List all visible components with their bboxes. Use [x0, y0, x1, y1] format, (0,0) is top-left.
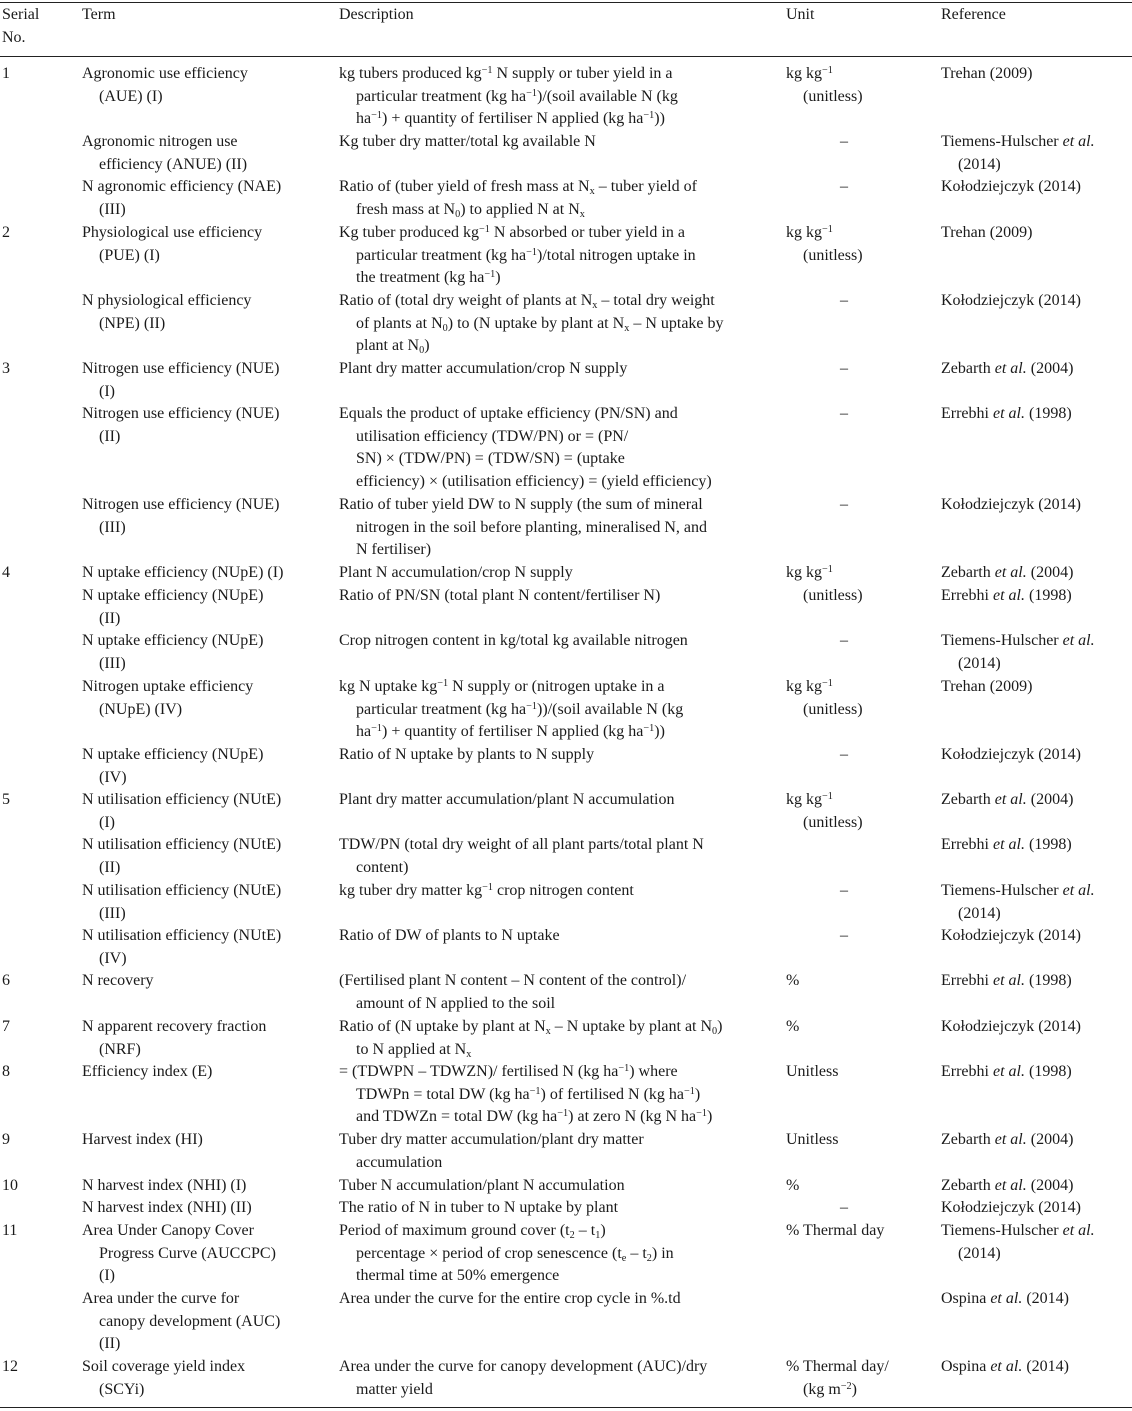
description-cell-line: of plants at $N_0$) to (N uptake by plant at $N_x$ – N uptake by — [356, 314, 724, 334]
unit-cell-line: kg $kg^{-1}$ — [786, 563, 833, 581]
description-cell-line: Plant dry matter accumulation/crop N supply — [339, 360, 628, 377]
serial-number: 5 — [2, 791, 10, 808]
description-cell-line: fresh mass at $N_0$) to applied N at $N_x$ — [356, 200, 585, 220]
reference-cell — [941, 834, 1131, 857]
term-cell-line: N utilisation efficiency (NUtE) — [82, 882, 282, 899]
description-cell-line: to N applied at $N_x$ — [356, 1040, 472, 1060]
description-cell — [339, 494, 759, 562]
header-serial — [2, 4, 72, 49]
description-cell — [339, 834, 759, 879]
description-cell-line: Tuber dry matter accumulation/plant dry matter — [339, 1131, 644, 1148]
unit-cell-line: % — [786, 1018, 800, 1035]
reference-cell — [941, 358, 1131, 381]
description-cell — [339, 630, 759, 653]
unit-cell-line: – — [840, 746, 848, 763]
term-cell — [82, 1061, 314, 1084]
serial-number: 7 — [2, 1018, 10, 1035]
description-cell — [339, 1016, 759, 1061]
reference-cell-line: (2014) — [958, 654, 1001, 672]
reference-cell — [941, 1175, 1131, 1198]
reference-cell — [941, 222, 1131, 245]
unit-cell — [786, 1197, 902, 1220]
header-serial-line: Serial — [2, 6, 40, 23]
reference-cell — [941, 403, 1131, 426]
header-description: Description — [339, 6, 414, 23]
reference-cell-line: Zebarth et al. (2004) — [941, 564, 1074, 581]
serial-number: 10 — [2, 1177, 18, 1194]
reference-cell — [941, 63, 1131, 86]
description-cell-line: efficiency) × (utilisation efficiency) = (yield efficiency) — [356, 473, 712, 491]
reference-cell — [941, 630, 1131, 675]
term-cell-line: (II) — [99, 427, 121, 445]
term-cell-line: Area Under Canopy Cover — [82, 1222, 254, 1239]
term-cell-line: (III) — [99, 518, 126, 536]
description-cell-line: matter yield — [356, 1380, 433, 1398]
description-cell-line: SN) × (TDW/PN) = (TDW/SN) = (uptake — [356, 450, 625, 468]
unit-cell — [786, 925, 902, 948]
description-cell-line: $ha^{-1}$) + quantity of fertiliser N applied (kg $ha^{-1}$)) — [356, 110, 665, 128]
reference-cell-line: Kołodziejczyk (2014) — [941, 927, 1081, 944]
description-cell-line: utilisation efficiency (TDW/PN) or = (PN/ — [356, 427, 629, 445]
description-cell-line: Ratio of tuber yield DW to N supply (the sum of mineral — [339, 496, 703, 513]
term-cell — [82, 494, 314, 539]
unit-cell — [786, 222, 918, 267]
term-cell-line: (IV) — [99, 949, 127, 967]
description-cell — [339, 358, 759, 381]
term-cell — [82, 880, 314, 925]
term-cell — [82, 925, 314, 970]
description-cell-line: = (TDWPN – TDWZN)/ fertilised N (kg $ha^{-1}$) where — [339, 1062, 678, 1080]
reference-cell-line: Errebhi et al. (1998) — [941, 1063, 1072, 1080]
description-cell — [339, 880, 759, 903]
unit-cell-line: (unitless) — [803, 87, 863, 105]
description-cell — [339, 222, 759, 290]
reference-cell — [941, 1288, 1131, 1311]
description-cell-line: Ratio of PN/SN (total plant N content/fertiliser N) — [339, 587, 661, 604]
term-cell — [82, 676, 314, 721]
reference-cell-line: Ospina et al. (2014) — [941, 1290, 1069, 1307]
term-cell — [82, 1288, 314, 1356]
reference-cell-line: Errebhi et al. (1998) — [941, 836, 1072, 853]
unit-cell — [786, 789, 918, 834]
reference-cell — [941, 1356, 1131, 1379]
description-cell-line: the treatment (kg $ha^{-1}$) — [356, 269, 501, 287]
reference-cell — [941, 970, 1131, 993]
unit-cell-line: – — [840, 133, 848, 150]
term-cell-line: (III) — [99, 904, 126, 922]
term-cell — [82, 585, 314, 630]
description-cell-line: particular treatment (kg $ha^{-1})/(soil$ available N (kg — [356, 87, 678, 105]
unit-cell — [786, 1220, 918, 1243]
reference-cell — [941, 789, 1131, 812]
unit-cell — [786, 970, 918, 993]
description-cell-line: Plant dry matter accumulation/plant N accumulation — [339, 791, 675, 808]
serial-number: 4 — [2, 564, 10, 581]
term-cell — [82, 1356, 314, 1401]
term-cell-line: N harvest index (NHI) (I) — [82, 1177, 247, 1194]
term-cell-line: (IV) — [99, 768, 127, 786]
reference-cell-line: Trehan (2009) — [941, 224, 1033, 241]
description-cell-line: kg N uptake $kg^{-1}$ N supply or (nitrogen uptake in a — [339, 677, 665, 695]
term-cell-line: (II) — [99, 1335, 121, 1353]
unit-cell-line: – — [840, 292, 848, 309]
term-cell-line: canopy development (AUC) — [99, 1312, 281, 1330]
description-cell-line: nitrogen in the soil before planting, mineralised N, and — [356, 518, 708, 536]
description-cell — [339, 562, 759, 585]
reference-cell — [941, 176, 1131, 199]
term-cell — [82, 1175, 314, 1198]
term-cell-line: Nitrogen uptake efficiency — [82, 678, 254, 695]
term-cell-line: N agronomic efficiency (NAE) — [82, 178, 282, 195]
description-cell — [339, 1061, 759, 1129]
reference-cell-line: Ospina et al. (2014) — [941, 1358, 1069, 1375]
term-cell-line: (I) — [99, 1267, 115, 1285]
term-cell-line: (AUE) (I) — [99, 87, 163, 105]
unit-cell-line: – — [840, 360, 848, 377]
reference-cell — [941, 1016, 1131, 1039]
unit-cell-line: kg $kg^{-1}$ — [786, 64, 833, 82]
reference-cell — [941, 676, 1131, 699]
term-cell-line: efficiency (ANUE) (II) — [99, 155, 248, 173]
description-cell-line: Ratio of (N uptake by plant at $N_x$ – N uptake by plant at $N_0$) — [339, 1018, 723, 1038]
unit-cell — [786, 63, 918, 108]
reference-cell-line: Errebhi et al. (1998) — [941, 587, 1072, 604]
unit-cell-line: kg $kg^{-1}$ — [786, 677, 833, 695]
unit-cell-line: (unitless) — [803, 246, 863, 264]
description-cell-line: percentage × period of crop senescence $(t_e - t_2)$ in — [356, 1244, 674, 1264]
description-cell — [339, 403, 759, 494]
unit-cell — [786, 676, 918, 721]
term-cell — [82, 630, 314, 675]
description-cell-line: thermal time at 50% emergence — [356, 1267, 560, 1285]
description-cell — [339, 744, 759, 767]
description-cell — [339, 1356, 759, 1401]
description-cell — [339, 1197, 759, 1220]
unit-cell-line: Unitless — [786, 1131, 839, 1148]
reference-cell — [941, 744, 1131, 767]
unit-cell-line: – — [840, 1199, 848, 1216]
term-cell — [82, 1220, 314, 1288]
description-cell-line: Area under the curve for canopy development (AUC)/dry — [339, 1358, 708, 1375]
header-term: Term — [82, 6, 116, 23]
description-cell-line: Kg tuber dry matter/total kg available N — [339, 133, 596, 150]
unit-cell — [786, 1129, 918, 1152]
unit-cell-line: % — [786, 1177, 800, 1194]
term-cell-line: Harvest index (HI) — [82, 1131, 203, 1148]
description-cell-line: particular treatment (kg $ha^{-1}))/(soil$ available N (kg — [356, 700, 684, 718]
reference-cell-line: Kołodziejczyk (2014) — [941, 496, 1081, 513]
term-cell-line: N physiological efficiency — [82, 292, 252, 309]
term-cell-line: N utilisation efficiency (NUtE) — [82, 927, 282, 944]
term-cell — [82, 358, 314, 403]
reference-cell — [941, 925, 1131, 948]
term-cell — [82, 834, 314, 879]
term-cell-line: N apparent recovery fraction — [82, 1018, 267, 1035]
term-cell — [82, 970, 314, 993]
term-cell — [82, 744, 314, 789]
unit-cell — [786, 1356, 918, 1401]
unit-cell — [786, 290, 902, 313]
reference-cell-line: (2014) — [958, 155, 1001, 173]
header-unit: Unit — [786, 6, 815, 23]
unit-cell-line: (unitless) — [803, 813, 863, 831]
term-cell-line: N harvest index (NHI) (II) — [82, 1199, 252, 1216]
serial-number: 11 — [2, 1222, 18, 1239]
term-cell — [82, 403, 314, 448]
serial-number: 9 — [2, 1131, 10, 1148]
reference-cell-line: Kołodziejczyk (2014) — [941, 746, 1081, 763]
reference-cell-line: Tiemens-Hulscher et al. — [941, 632, 1095, 649]
term-cell — [82, 131, 314, 176]
description-cell-line: plant at $N_0$) — [356, 337, 430, 357]
description-cell — [339, 925, 759, 948]
reference-cell-line: Tiemens-Hulscher et al. — [941, 133, 1095, 150]
description-cell-line: content) — [356, 858, 409, 876]
term-cell-line: (III) — [99, 654, 126, 672]
description-cell-line: TDW/PN (total dry weight of all plant parts/total plant N — [339, 836, 704, 853]
unit-cell-line: – — [840, 632, 848, 649]
description-cell — [339, 1220, 759, 1288]
description-cell-line: Ratio of (total dry weight of plants at $N_x$ – total dry weight — [339, 292, 715, 312]
description-cell-line: particular treatment (kg $ha^{-1}$)/total nitrogen uptake in — [356, 246, 696, 264]
description-cell-line: accumulation — [356, 1153, 443, 1171]
reference-cell-line: Zebarth et al. (2004) — [941, 1131, 1074, 1148]
description-cell-line: $ha^{-1}$) + quantity of fertiliser N applied (kg $ha^{-1}$)) — [356, 723, 665, 741]
term-cell-line: Soil coverage yield index — [82, 1358, 246, 1375]
description-cell-line: The ratio of N in tuber to N uptake by plant — [339, 1199, 619, 1216]
description-cell-line: Kg tuber produced $kg^{-1}$ N absorbed or tuber yield in a — [339, 223, 685, 241]
term-cell-line: Nitrogen use efficiency (NUE) — [82, 496, 280, 513]
description-cell-line: (Fertilised plant N content – N content of the control)/ — [339, 972, 687, 989]
unit-cell-line: % — [786, 972, 800, 989]
unit-cell — [786, 358, 902, 381]
unit-cell-line: – — [840, 882, 848, 899]
term-cell — [82, 222, 314, 267]
reference-cell-line: (2014) — [958, 904, 1001, 922]
term-cell-line: (II) — [99, 609, 121, 627]
term-cell-line: (NUpE) (IV) — [99, 700, 183, 718]
term-cell-line: (NRF) — [99, 1040, 141, 1058]
unit-cell-line: – — [840, 178, 848, 195]
description-cell — [339, 970, 759, 1015]
term-cell-line: Agronomic nitrogen use — [82, 133, 238, 150]
term-cell — [82, 562, 314, 585]
reference-cell-line: Errebhi et al. (1998) — [941, 405, 1072, 422]
term-cell-line: Agronomic use efficiency — [82, 65, 248, 82]
serial-number: 8 — [2, 1063, 10, 1080]
term-cell-line: Nitrogen use efficiency (NUE) — [82, 360, 280, 377]
term-cell-line: N uptake efficiency (NUpE) — [82, 587, 264, 604]
description-cell-line: TDWPn = total DW (kg $ha^{-1}$) of fertilised N (kg $ha^{-1}$) — [356, 1085, 701, 1103]
serial-number: 6 — [2, 972, 10, 989]
reference-cell — [941, 1197, 1131, 1220]
unit-cell-line: (unitless) — [803, 586, 863, 604]
term-cell-line: (PUE) (I) — [99, 246, 160, 264]
term-cell-line: Efficiency index (E) — [82, 1063, 213, 1080]
reference-cell — [941, 1129, 1131, 1152]
serial-number: 1 — [2, 65, 10, 82]
reference-cell-line: Trehan (2009) — [941, 678, 1033, 695]
term-cell-line: N recovery — [82, 972, 154, 989]
unit-cell — [786, 630, 902, 653]
unit-cell — [786, 744, 902, 767]
description-cell-line: Ratio of DW of plants to N uptake — [339, 927, 560, 944]
term-cell-line: (NPE) (II) — [99, 314, 166, 332]
term-cell-line: (III) — [99, 200, 126, 218]
description-cell — [339, 1288, 759, 1311]
term-cell-line: Area under the curve for — [82, 1290, 240, 1307]
reference-cell-line: Trehan (2009) — [941, 65, 1033, 82]
term-cell — [82, 176, 314, 221]
reference-cell — [941, 290, 1131, 313]
reference-cell — [941, 1220, 1131, 1265]
unit-cell — [786, 131, 902, 154]
reference-cell-line: Tiemens-Hulscher et al. — [941, 1222, 1095, 1239]
description-cell-line: and TDWZn = total DW (kg $ha^{-1}$) at zero N (kg N $ha^{-1}$) — [356, 1108, 713, 1126]
term-cell — [82, 1129, 314, 1152]
unit-cell-line: – — [840, 405, 848, 422]
description-cell-line: amount of N applied to the soil — [356, 994, 556, 1012]
reference-cell-line: Tiemens-Hulscher et al. — [941, 882, 1095, 899]
reference-cell — [941, 494, 1131, 517]
term-cell — [82, 789, 314, 834]
reference-cell — [941, 131, 1131, 176]
reference-cell — [941, 880, 1131, 925]
description-cell — [339, 63, 759, 131]
term-cell-line: Nitrogen use efficiency (NUE) — [82, 405, 280, 422]
unit-cell — [786, 562, 918, 607]
reference-cell-line: Zebarth et al. (2004) — [941, 360, 1074, 377]
top-rule — [0, 2, 1132, 3]
description-cell — [339, 789, 759, 812]
reference-cell-line: Zebarth et al. (2004) — [941, 791, 1074, 808]
unit-cell-line: Unitless — [786, 1063, 839, 1080]
term-cell — [82, 290, 314, 335]
description-cell-line: Ratio of N uptake by plants to N supply — [339, 746, 595, 763]
description-cell-line: Crop nitrogen content in kg/total kg available nitrogen — [339, 632, 688, 649]
description-cell-line: Tuber N accumulation/plant N accumulation — [339, 1177, 625, 1194]
reference-cell — [941, 562, 1131, 585]
reference-cell-line: Kołodziejczyk (2014) — [941, 292, 1081, 309]
unit-cell — [786, 880, 902, 903]
bottom-rule — [0, 1407, 1132, 1408]
unit-cell-line: kg $kg^{-1}$ — [786, 223, 833, 241]
term-cell-line: (I) — [99, 813, 115, 831]
serial-number: 12 — [2, 1358, 18, 1375]
term-cell — [82, 1016, 314, 1061]
description-cell — [339, 1129, 759, 1174]
term-cell-line: N utilisation efficiency (NUtE) — [82, 836, 282, 853]
header-reference: Reference — [941, 6, 1006, 23]
description-cell-line: Area under the curve for the entire crop cycle in %.td — [339, 1290, 681, 1307]
header-rule — [0, 56, 1132, 57]
unit-cell — [786, 494, 902, 517]
term-cell-line: Physiological use efficiency — [82, 224, 263, 241]
reference-cell-line: Errebhi et al. (1998) — [941, 972, 1072, 989]
description-cell — [339, 585, 759, 608]
description-cell-line: Ratio of (tuber yield of fresh mass at $N_x$ – tuber yield of — [339, 178, 697, 198]
description-cell — [339, 176, 759, 221]
unit-cell-line: (unitless) — [803, 700, 863, 718]
unit-cell-line: % Thermal day/ — [786, 1358, 889, 1375]
description-cell — [339, 676, 759, 744]
reference-cell-line: Zebarth et al. (2004) — [941, 1177, 1074, 1194]
unit-cell-line: – — [840, 927, 848, 944]
serial-number: 2 — [2, 224, 10, 241]
term-cell-line: (I) — [99, 382, 115, 400]
term-cell-line: Progress Curve (AUCCPC) — [99, 1244, 276, 1262]
term-cell-line: N uptake efficiency (NUpE) (I) — [82, 564, 284, 581]
unit-cell-line: kg $kg^{-1}$ — [786, 790, 833, 808]
serial-number: 3 — [2, 360, 10, 377]
unit-cell-line: – — [840, 496, 848, 513]
reference-cell — [941, 1061, 1131, 1084]
term-cell — [82, 63, 314, 108]
description-cell-line: N fertiliser) — [356, 541, 432, 559]
reference-cell-line: (2014) — [958, 1244, 1001, 1262]
term-cell-line: N utilisation efficiency (NUtE) — [82, 791, 282, 808]
unit-cell-line: (kg $m^{-2}$) — [803, 1380, 857, 1398]
unit-cell-line: % Thermal day — [786, 1222, 885, 1239]
description-cell — [339, 1175, 759, 1198]
reference-cell-line: Kołodziejczyk (2014) — [941, 1199, 1081, 1216]
term-cell-line: (SCYi) — [99, 1380, 145, 1398]
description-cell — [339, 131, 759, 154]
unit-cell — [786, 1016, 918, 1039]
unit-cell — [786, 1175, 918, 1198]
term-cell — [82, 1197, 314, 1220]
description-cell — [339, 290, 759, 358]
header-serial-line: No. — [2, 28, 26, 46]
term-cell-line: N uptake efficiency (NUpE) — [82, 746, 264, 763]
reference-cell-line: Kołodziejczyk (2014) — [941, 1018, 1081, 1035]
description-cell-line: Period of maximum ground cover $(t_2 - t_1)$ — [339, 1222, 606, 1242]
description-cell-line: Plant N accumulation/crop N supply — [339, 564, 573, 581]
description-cell-line: kg tuber dry matter $kg^{-1}$ crop nitrogen content — [339, 881, 634, 899]
term-cell-line: (II) — [99, 858, 121, 876]
description-cell-line: Equals the product of uptake efficiency (PN/SN) and — [339, 405, 678, 422]
unit-cell — [786, 176, 902, 199]
reference-cell-line: Kołodziejczyk (2014) — [941, 178, 1081, 195]
unit-cell — [786, 1061, 918, 1084]
term-cell-line: N uptake efficiency (NUpE) — [82, 632, 264, 649]
reference-cell — [941, 585, 1131, 608]
description-cell-line: kg tubers produced $kg^{-1}$ N supply or tuber yield in a — [339, 64, 673, 82]
unit-cell — [786, 403, 902, 426]
